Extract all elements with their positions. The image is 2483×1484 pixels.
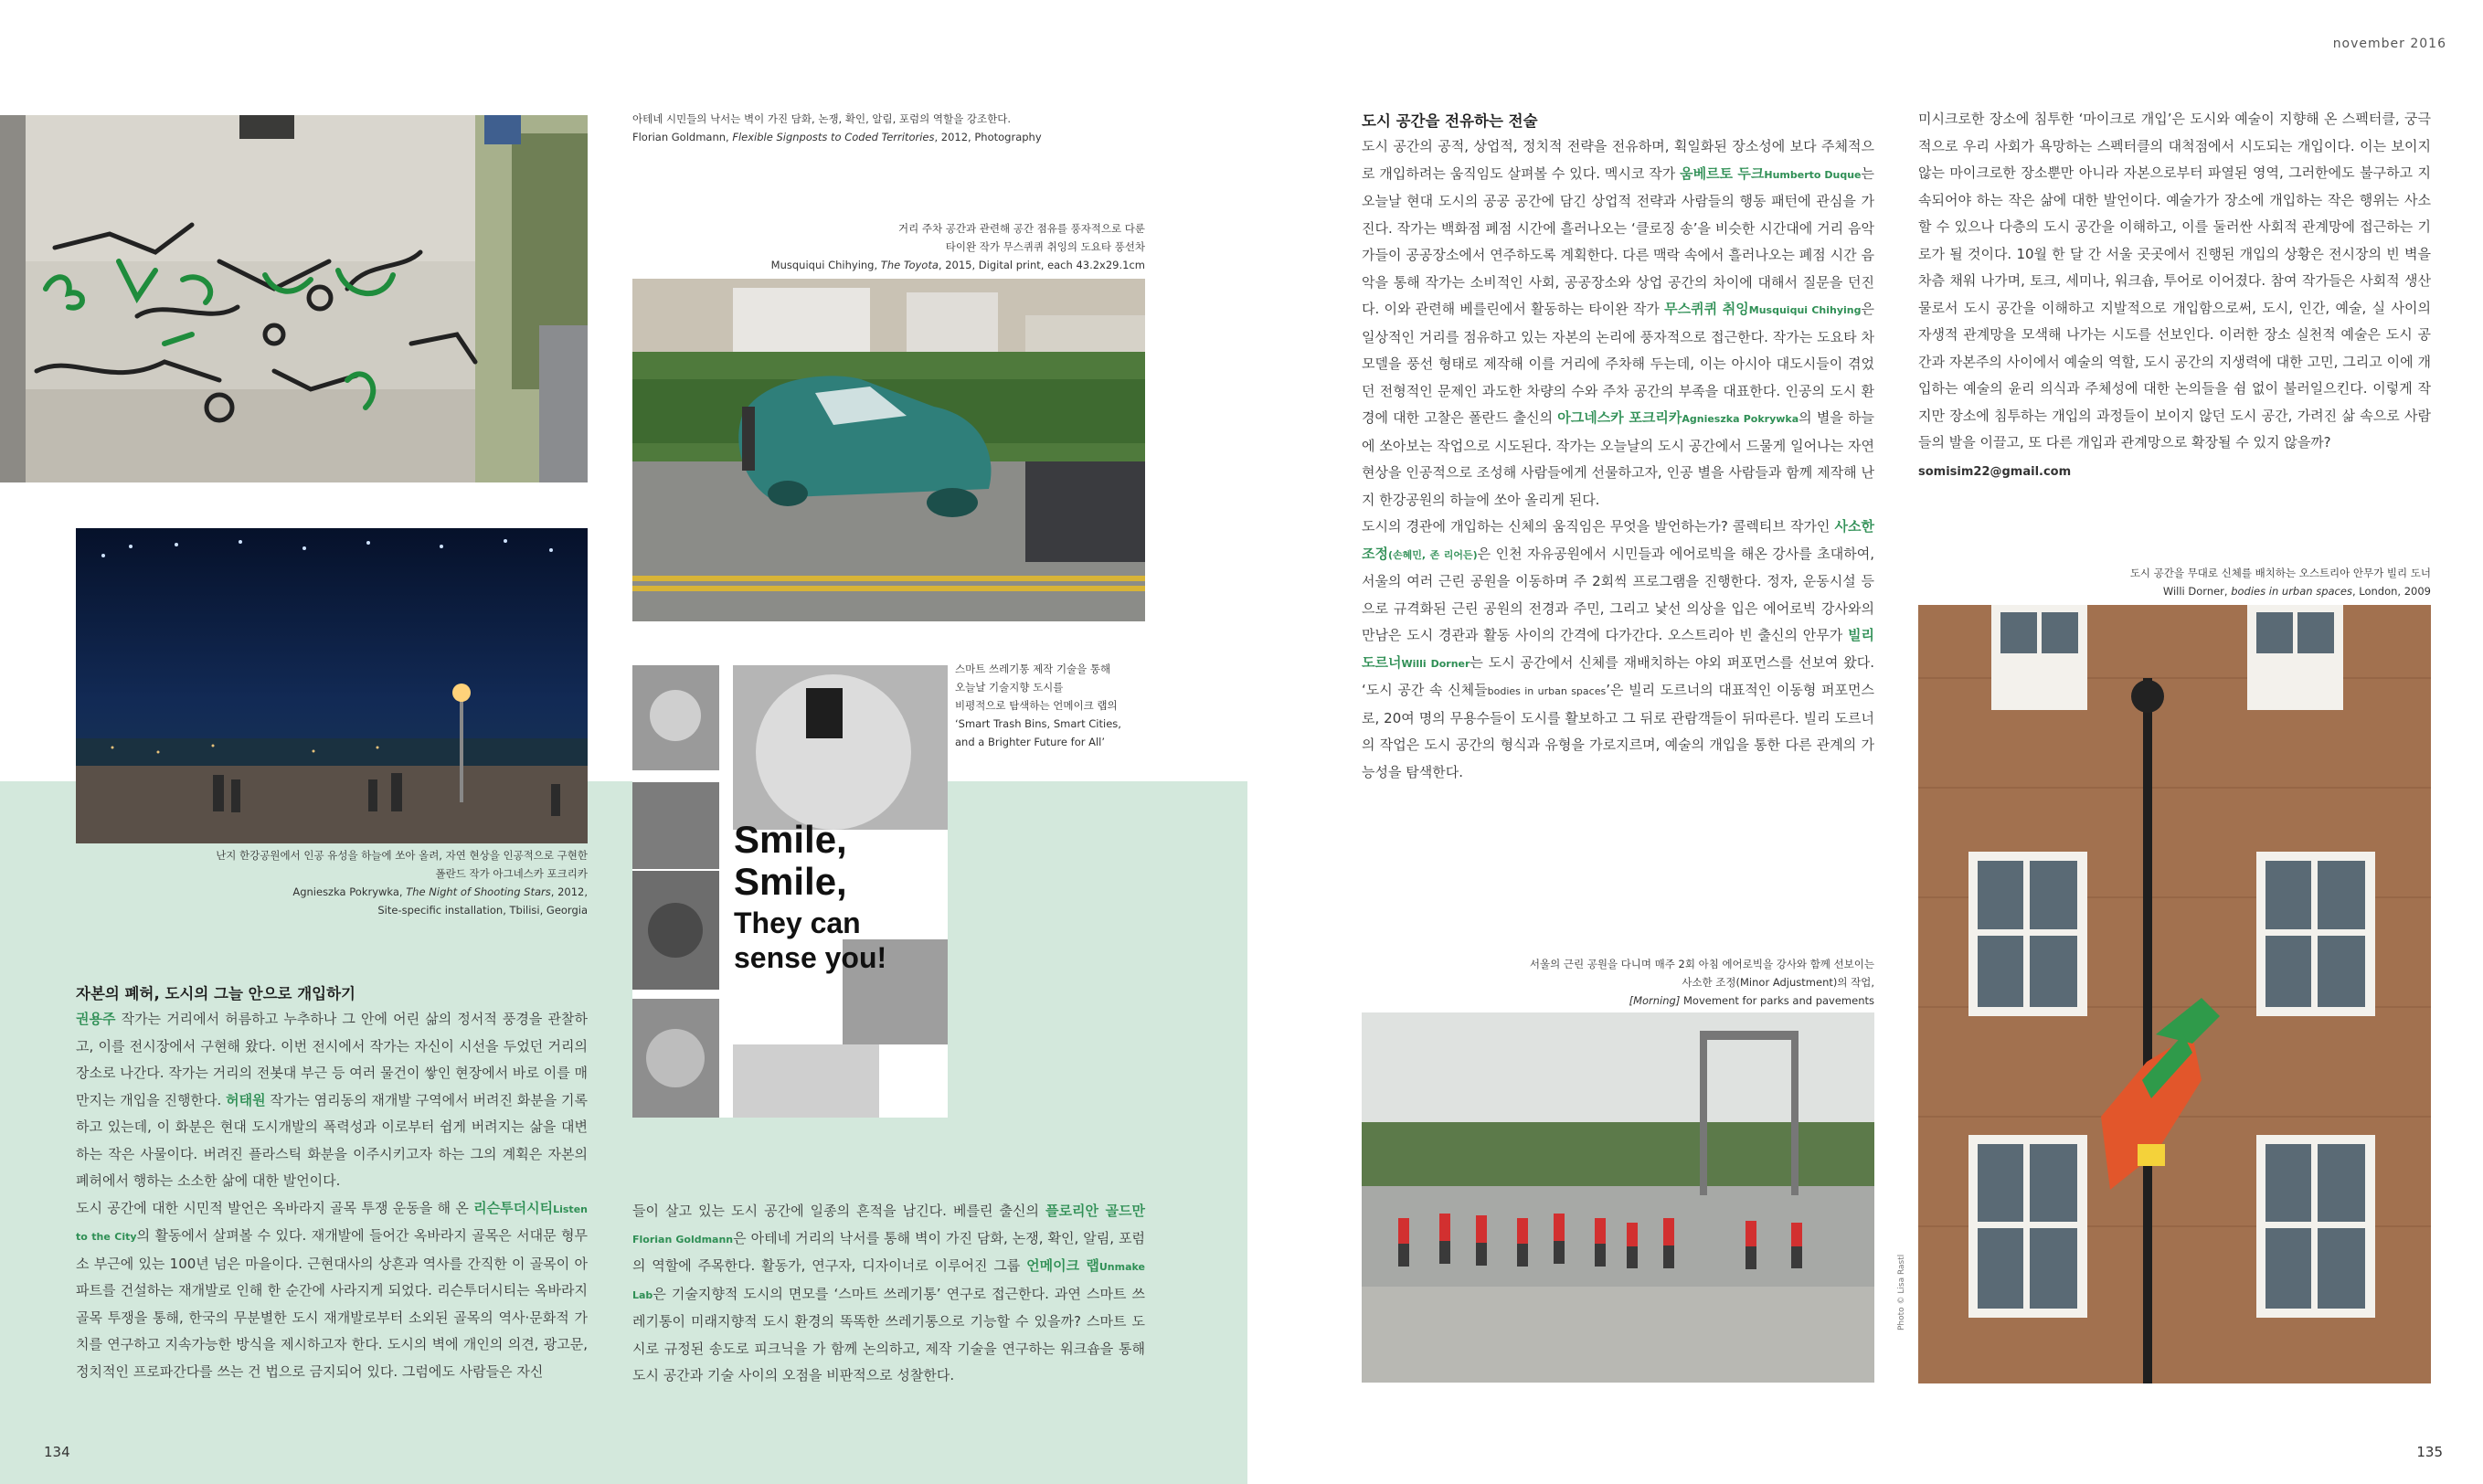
smart-bins-caption bbox=[955, 660, 1165, 751]
toyota-caption bbox=[632, 219, 1145, 274]
night-caption-location: Site-specific installation, Tbilisi, Georgia bbox=[377, 904, 588, 917]
willi-caption-kr: 도시 공간을 무대로 신체를 배치하는 오스트리아 안무가 빌리 도너 bbox=[2129, 567, 2431, 579]
highlighted-name: 플로리안 골드만Florian Goldmann bbox=[632, 1203, 1145, 1246]
willi-artist: Willi Dorner, bbox=[2162, 585, 2232, 598]
park-aerobics-photo bbox=[1362, 1012, 1874, 1383]
graffiti-work-title: Flexible Signposts to Coded Territories bbox=[732, 131, 935, 143]
bins-caption-2: 오늘날 기술지향 도시를 bbox=[955, 681, 1064, 694]
left-column-text bbox=[76, 1006, 588, 1385]
toyota-caption-credit bbox=[632, 256, 1145, 274]
text-run: 들이 살고 있는 도시 공간에 일종의 흔적을 남긴다. 베를린 출신의 bbox=[632, 1203, 1046, 1219]
highlighted-name-original: Willi Dorner bbox=[1401, 657, 1470, 670]
toyota-work-info: , 2015, Digital print, each 43.2x29.1cm bbox=[938, 259, 1145, 271]
highlighted-name: 언메이크 랩Unmake Lab bbox=[632, 1257, 1145, 1301]
right-section-heading: 도시 공간을 전유하는 전술 bbox=[1362, 112, 1538, 130]
highlighted-name: 허태원 bbox=[226, 1091, 266, 1108]
toyota-balloon-car-photo bbox=[632, 279, 1145, 621]
text-run: 도시 공간에 대한 시민적 발언은 옥바라지 골목 투쟁 운동을 해 온 bbox=[76, 1199, 474, 1216]
graffiti-caption-credit bbox=[632, 128, 1181, 146]
graffiti-caption bbox=[632, 110, 1181, 146]
smile-line-1: Smile, bbox=[734, 818, 847, 861]
smile-line-3: They can bbox=[734, 906, 861, 939]
graffiti-caption-kr: 아테네 시민들의 낙서는 벽이 가진 담화, 논쟁, 확인, 알림, 포럼의 역할을 강조한다. bbox=[632, 112, 1011, 125]
night-artist: Agnieszka Pokrywka, bbox=[292, 885, 407, 898]
night-work-year: , 2012, bbox=[550, 885, 588, 898]
left-paragraph-1 bbox=[76, 1006, 588, 1195]
night-stars-caption bbox=[76, 846, 588, 919]
night-shooting-stars-photo bbox=[76, 528, 588, 843]
text-run: 는 오늘날 현대 도시의 공공 공간에 담긴 상업적 전략과 사람들의 행동 패턴에 관심을 가진다. 작가는 백화점 폐점 시간에 흘러나오는 ‘클로징 송’을 비슷한 시간대에 거리 음악가들이 공공장소에서 연주하도록 계획한다. 다른 맥락 속에서 흘러나오는 폐점 시간 음악을 통해 작가는 소비적인 사회, 공공장소와 상업 공간의 차이에 대해서 질문을 던진다. 이와 관련해 베를린에서 활동하는 타이완 작가 bbox=[1362, 164, 1874, 317]
page-number-right: 135 bbox=[2416, 1444, 2443, 1460]
willi-work-title: bodies in urban spaces bbox=[2231, 585, 2352, 598]
smile-line-2: Smile, bbox=[734, 860, 847, 903]
highlighted-name-original: (손혜민, 존 리어든) bbox=[1387, 548, 1478, 561]
park-caption-title bbox=[1362, 991, 1874, 1010]
far-right-paragraph bbox=[1918, 106, 2431, 457]
highlighted-name-original: Musquiqui Chihying bbox=[1748, 304, 1862, 316]
willi-work-info: , London, 2009 bbox=[2351, 585, 2431, 598]
graffiti-wall-photo bbox=[0, 115, 588, 482]
highlighted-name-original: Humberto Duque bbox=[1764, 168, 1862, 181]
highlighted-name: 움베르토 두크Humberto Duque bbox=[1680, 164, 1862, 182]
text-run: 의 별을 하늘에 쏘아보는 작업으로 시도된다. 작가는 오늘날의 도시 공간에서 드물게 일어나는 자연 현상을 인공적으로 조성해 사람들에게 선물하고자, 인공 별을 사람들과 함께 제작해 난지 한강공원의 하늘에 쏘아 올리게 된다. bbox=[1362, 409, 1874, 508]
night-caption-credit bbox=[76, 883, 588, 901]
text-run: 의 활동에서 살펴볼 수 있다. 재개발에 들어간 옥바라지 골목은 서대문 형무소 부근에 있는 100년 넘은 마을이다. 근현대사의 상흔과 역사를 간직한 이 골목이 아파트를 건설하는 재개발로 인해 한 순간에 사라지게 되었다. 리슨투더시티는 옥바라지 골목 투쟁을 통해, 한국의 무분별한 도시 재개발로부터 소외된 골목의 역사·문화적 가치를 연구하고 지속가능한 방식을 제시하고자 한다. 도시의 벽에 개인의 의견, 광고문, 정치적인 프로파간다를 쓰는 건 법으로 금지되어 있다. 그럼에도 사람들은 자신 bbox=[76, 1227, 589, 1380]
smile-line-4: sense you! bbox=[734, 941, 887, 974]
bins-caption-5: and a Brighter Future for All’ bbox=[955, 736, 1106, 748]
photo-credit: Photo © Lisa Rastl bbox=[1897, 1254, 1906, 1330]
text-run: 도시 공간의 공적, 상업적, 정치적 전략을 전유하며, 획일화된 장소성에 보다 주체적으로 개입하려는 움직임도 살펴볼 수 있다. 멕시코 작가 bbox=[1362, 138, 1874, 182]
toyota-artist: Musquiqui Chihying, bbox=[770, 259, 881, 271]
text-run: 은 아테네 거리의 낙서를 통해 벽이 가진 담화, 논쟁, 확인, 알림, 포럼의 역할에 주목한다. 활동가, 연구자, 디자이너로 이루어진 그룹 bbox=[632, 1229, 1145, 1274]
highlighted-name: 리슨투더시티Listen to the City bbox=[76, 1199, 588, 1243]
left-section-heading: 자본의 폐허, 도시의 그늘 안으로 개입하기 bbox=[76, 985, 355, 1002]
night-caption-kr1: 난지 한강공원에서 인공 유성을 하늘에 쏘아 올려, 자연 현상을 인공적으로 구현한 bbox=[216, 849, 588, 862]
inline-original-term: bodies in urban spaces bbox=[1487, 685, 1607, 697]
right-paragraph-1 bbox=[1362, 133, 1874, 514]
issue-date: november 2016 bbox=[2332, 37, 2446, 51]
toyota-caption-kr1: 거리 주차 공간과 관련해 공간 점유를 풍자적으로 다룬 bbox=[898, 222, 1145, 235]
highlighted-name: 권용주 bbox=[76, 1011, 116, 1027]
smile-slogan bbox=[734, 818, 953, 974]
left-paragraph-2 bbox=[76, 1195, 588, 1386]
graffiti-work-info: , 2012, Photography bbox=[934, 131, 1042, 143]
park-work-subtitle: Movement for parks and pavements bbox=[1682, 994, 1874, 1007]
willi-caption bbox=[1918, 564, 2431, 600]
text-run: 은 기술지향적 도시의 면모를 ‘스마트 쓰레기통’ 연구로 접근한다. 과연 스마트 쓰레기통이 미래지향적 도시 환경의 똑똑한 쓰레기통으로 기능할 수 있을까? 스마트 도시로 규정된 송도로 피크닉을 가 함께 논의하고, 제작 기술을 연구하는 워크숍을 통해 도시 공간과 기술 사이의 오점을 비판적으로 성찰한다. bbox=[632, 1285, 1145, 1383]
highlighted-name: 사소한 조정(손혜민, 존 리어든) bbox=[1362, 518, 1874, 562]
park-caption-kr1: 서울의 근린 공원을 다니며 매주 2회 아침 에어로빅을 강사와 함께 선보이는 bbox=[1529, 958, 1874, 970]
highlighted-name: 빌리 도르너Willi Dorner bbox=[1362, 627, 1874, 671]
toyota-caption-kr2: 타이완 작가 무스퀴퀴 취잉의 도요타 풍선차 bbox=[945, 240, 1145, 253]
middle-paragraph bbox=[632, 1198, 1145, 1390]
far-right-column-text bbox=[1918, 106, 2431, 485]
highlighted-name-original: Agnieszka Pokrywka bbox=[1682, 413, 1799, 425]
toyota-work-title: The Toyota bbox=[880, 259, 939, 271]
willi-caption-credit bbox=[1918, 582, 2431, 600]
text-run: 는 도시 공간에서 신체를 재배치하는 야외 퍼포먼스를 선보여 왔다. ‘도시 공간 속 신체들 bbox=[1362, 653, 1874, 698]
author-email: somisim22@gmail.com bbox=[1918, 464, 2072, 479]
bins-caption-1: 스마트 쓰레기통 제작 기술을 통해 bbox=[955, 662, 1111, 675]
bodies-in-urban-spaces-photo bbox=[1918, 605, 2431, 1383]
right-paragraph-2 bbox=[1362, 514, 1874, 786]
park-caption-kr2: 사소한 조정(Minor Adjustment)의 작업, bbox=[1682, 976, 1874, 989]
highlighted-name-original: Unmake Lab bbox=[632, 1261, 1145, 1301]
night-work-title: The Night of Shooting Stars bbox=[406, 885, 551, 898]
highlighted-name-original: Listen to the City bbox=[76, 1203, 588, 1243]
text-run: 은 일상적인 거리를 점유하고 있는 자본의 논리에 풍자적으로 접근한다. 작가는 도요타 차 모델을 풍선 형태로 제작해 이를 거리에 주차해 두는데, 이는 아시아 대도시들이 겪었던 전형적인 문제인 과도한 차량의 수와 주차 공간의 부족을 대표한다. 인공의 도시 환경에 대한 고찰은 폴란드 출신의 bbox=[1362, 301, 1874, 426]
text-run: 도시의 경관에 개입하는 신체의 움직임은 무엇을 발언하는가? 콜렉티브 작가인 bbox=[1362, 518, 1835, 535]
highlighted-name: 아그네스카 포크리카Agnieszka Pokrywka bbox=[1557, 409, 1799, 426]
text-run: 은 인천 자유공원에서 시민들과 에어로빅을 해온 강사를 초대하여, 서울의 여러 근린 공원을 이동하며 주 2회씩 프로그램을 진행한다. 정자, 운동시설 등으로 규격화된 근린 공원의 전경과 주민, 그리고 낯선 의상을 입은 에어로빅 강사와의 만남은 도시 경관과 활동 사이의 간격에 다가간다. 오스트리아 빈 출신의 안무가 bbox=[1362, 545, 1874, 643]
text-run: 작가는 염리동의 재개발 구역에서 버려진 화분을 기록하고 있는데, 이 화분은 현대 도시개발의 폭력성과 이로부터 쉽게 버려지는 삶을 대변하는 작은 사물이다. 버려진 플라스틱 화분을 이주시키고자 하는 그의 계획은 자본의 폐허에서 행하는 소소한 삶에 대한 발언이다. bbox=[76, 1091, 588, 1189]
text-run: 작가는 거리에서 허름하고 누추하나 그 안에 어린 삶의 정서적 풍경을 관찰하고, 이를 전시장에서 구현해 왔다. 이번 전시에서 작가는 자신이 시선을 두었던 거리의 장소로 나간다. 작가는 거리의 전봇대 부근 등 여러 물건이 쌓인 현장에서 바로 이를 매만지는 개입을 진행한다. bbox=[76, 1011, 588, 1108]
park-work-title: [Morning] bbox=[1629, 994, 1683, 1007]
highlighted-name: 무스퀴퀴 취잉Musquiqui Chihying bbox=[1664, 301, 1862, 317]
bins-caption-4: ‘Smart Trash Bins, Smart Cities, bbox=[955, 717, 1121, 730]
middle-column-text bbox=[632, 1198, 1145, 1390]
text-run: 미시크로한 장소에 침투한 ‘마이크로 개입’은 도시와 예술이 지향해 온 스펙터클, 궁극적으로 우리 사회가 욕망하는 스펙터클의 대척점에서 시도되는 개입이다. 이는 보이지 않는 마이크로한 장소뿐만 아니라 자본으로부터 파열된 영역, 그러한에도 불구하고 지속되어야 하는 작은 삶에 대한 발언이다. 예술가가 장소에 개입하는 작은 행위는 사소할 수 있으나 다층의 도시 공간을 이해하고, 이를 둘러싼 사회적 관계망에 접근하는 기로가 될 것이다. 10월 한 달 간 서울 곳곳에서 진행된 개입의 상황은 전시장의 빈 벽을 차츰 채워 나가며, 토크, 세미나, 워크숍, 투어로 이어졌다. 참여 작가들은 사회적 생산물로서 도시 공간을 이해하고 지발적으로 개입함으로써, 도시, 인간, 예술, 실 사이의 자생적 관계망을 모색해 나가는 시도를 선보인다. 이러한 장소 실천적 예술은 도시 공간과 자본주의 사이에서 예술의 역할, 도시 공간의 지생력에 대한 고민, 그리고 이에 개입하는 예술의 윤리 의식과 주체성에 대한 논의들을 쉼 없이 불러일으킨다. 이렇게 작지만 장소에 침투하는 개입의 과정들이 보이지 않던 도시 공간, 가려진 삶 속으로 사람들의 발을 이끌고, 또 다른 개입과 관계망으로 확장될 수 있지 않을까? bbox=[1918, 111, 2431, 450]
park-caption bbox=[1362, 955, 1874, 1010]
text-run: ’은 빌리 도르너의 대표적인 이동형 퍼포먼스로, 20여 명의 무용수들이 도시를 활보하고 그 뒤로 관람객들이 뒤따른다. 빌리 도르너의 작업은 도시 공간의 형식과 유형을 가로지르며, 예술의 개입을 통한 다른 관계의 가능성을 탐색한다. bbox=[1362, 682, 1874, 780]
right-column-text bbox=[1362, 133, 1874, 786]
graffiti-artist: Florian Goldmann, bbox=[632, 131, 733, 143]
page-number-left: 134 bbox=[44, 1444, 70, 1460]
night-caption-kr2: 폴란드 작가 아그네스카 포크리카 bbox=[435, 867, 588, 880]
bins-caption-3: 비평적으로 탐색하는 언메이크 랩의 bbox=[955, 699, 1118, 712]
highlighted-name-original: Florian Goldmann bbox=[632, 1233, 734, 1246]
